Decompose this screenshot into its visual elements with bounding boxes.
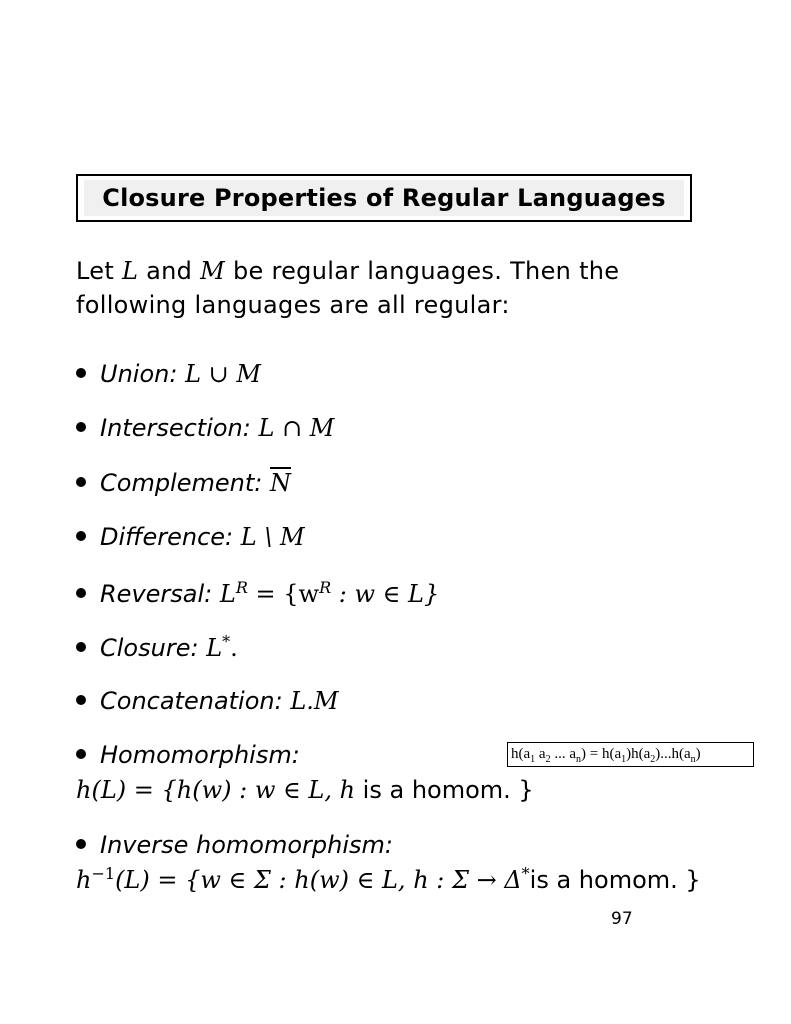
item-label: Complement: bbox=[100, 469, 263, 497]
item-expr: $\overline{N}$ bbox=[269, 469, 291, 497]
bullet-icon bbox=[76, 695, 86, 705]
list-item-union bbox=[76, 360, 261, 388]
intro-text: and bbox=[138, 257, 201, 285]
list-item-intersection bbox=[76, 414, 334, 442]
math-L: L bbox=[121, 257, 139, 285]
item-label: Inverse homomorphism: bbox=[100, 831, 393, 859]
list-item-complement bbox=[76, 469, 291, 497]
bullet-icon bbox=[76, 588, 86, 598]
homomorphism-definition bbox=[76, 776, 534, 804]
homomorphism-definition-box: $h(a_1$ $a_2$ ... $a_n) = h(a_1)h(a_2)...h(a_n)$ bbox=[507, 742, 754, 767]
item-label: Intersection: bbox=[100, 414, 251, 442]
math-expr: h(L) = {h(w) : w ∈ L, h bbox=[76, 776, 356, 804]
title-box bbox=[76, 174, 692, 222]
bullet-icon bbox=[76, 531, 86, 541]
math-M: M bbox=[200, 257, 226, 285]
item-expr: L ∩ M bbox=[258, 414, 335, 442]
bullet-icon bbox=[76, 642, 86, 652]
bullet-icon bbox=[76, 477, 86, 487]
list-item-homomorphism bbox=[76, 741, 300, 769]
item-expr: L ∪ M bbox=[185, 360, 261, 388]
intro-text: be regular languages. Then the following languages are all regular: bbox=[76, 257, 620, 319]
bullet-icon bbox=[76, 368, 86, 378]
page-title: Closure Properties of Regular Languages bbox=[84, 180, 684, 216]
item-expr: L.M bbox=[290, 687, 339, 715]
page-number: 97 bbox=[611, 909, 633, 929]
intro-paragraph bbox=[76, 254, 716, 322]
intro-text: Let bbox=[76, 257, 122, 285]
item-label: Concatenation: bbox=[100, 687, 283, 715]
item-label: Difference: bbox=[100, 523, 234, 551]
item-expr: L*. bbox=[206, 632, 238, 662]
list-item-closure bbox=[76, 632, 238, 662]
bullet-icon bbox=[76, 749, 86, 759]
item-label: Reversal: bbox=[100, 580, 213, 608]
text: is a homom. } bbox=[355, 776, 534, 804]
bullet-icon bbox=[76, 422, 86, 432]
list-item-concatenation bbox=[76, 687, 339, 715]
inverse-homomorphism-definition bbox=[76, 864, 701, 894]
text: is a homom. } bbox=[529, 866, 701, 894]
list-item-reversal bbox=[76, 578, 439, 608]
item-expr: $L^R = \{w^R$ : w ∈ L} bbox=[219, 578, 440, 608]
item-label: Homomorphism: bbox=[100, 741, 300, 769]
bullet-icon bbox=[76, 839, 86, 849]
list-item-difference bbox=[76, 523, 305, 551]
item-label: Union: bbox=[100, 360, 178, 388]
list-item-inverse-homomorphism bbox=[76, 831, 393, 859]
item-expr: L \ M bbox=[240, 523, 305, 551]
item-label: Closure: bbox=[100, 634, 199, 662]
math-expr: $h^{-1}(L) = \{w$ ∈ Σ : h(w) ∈ L, h : Σ → Δ* bbox=[76, 864, 530, 894]
